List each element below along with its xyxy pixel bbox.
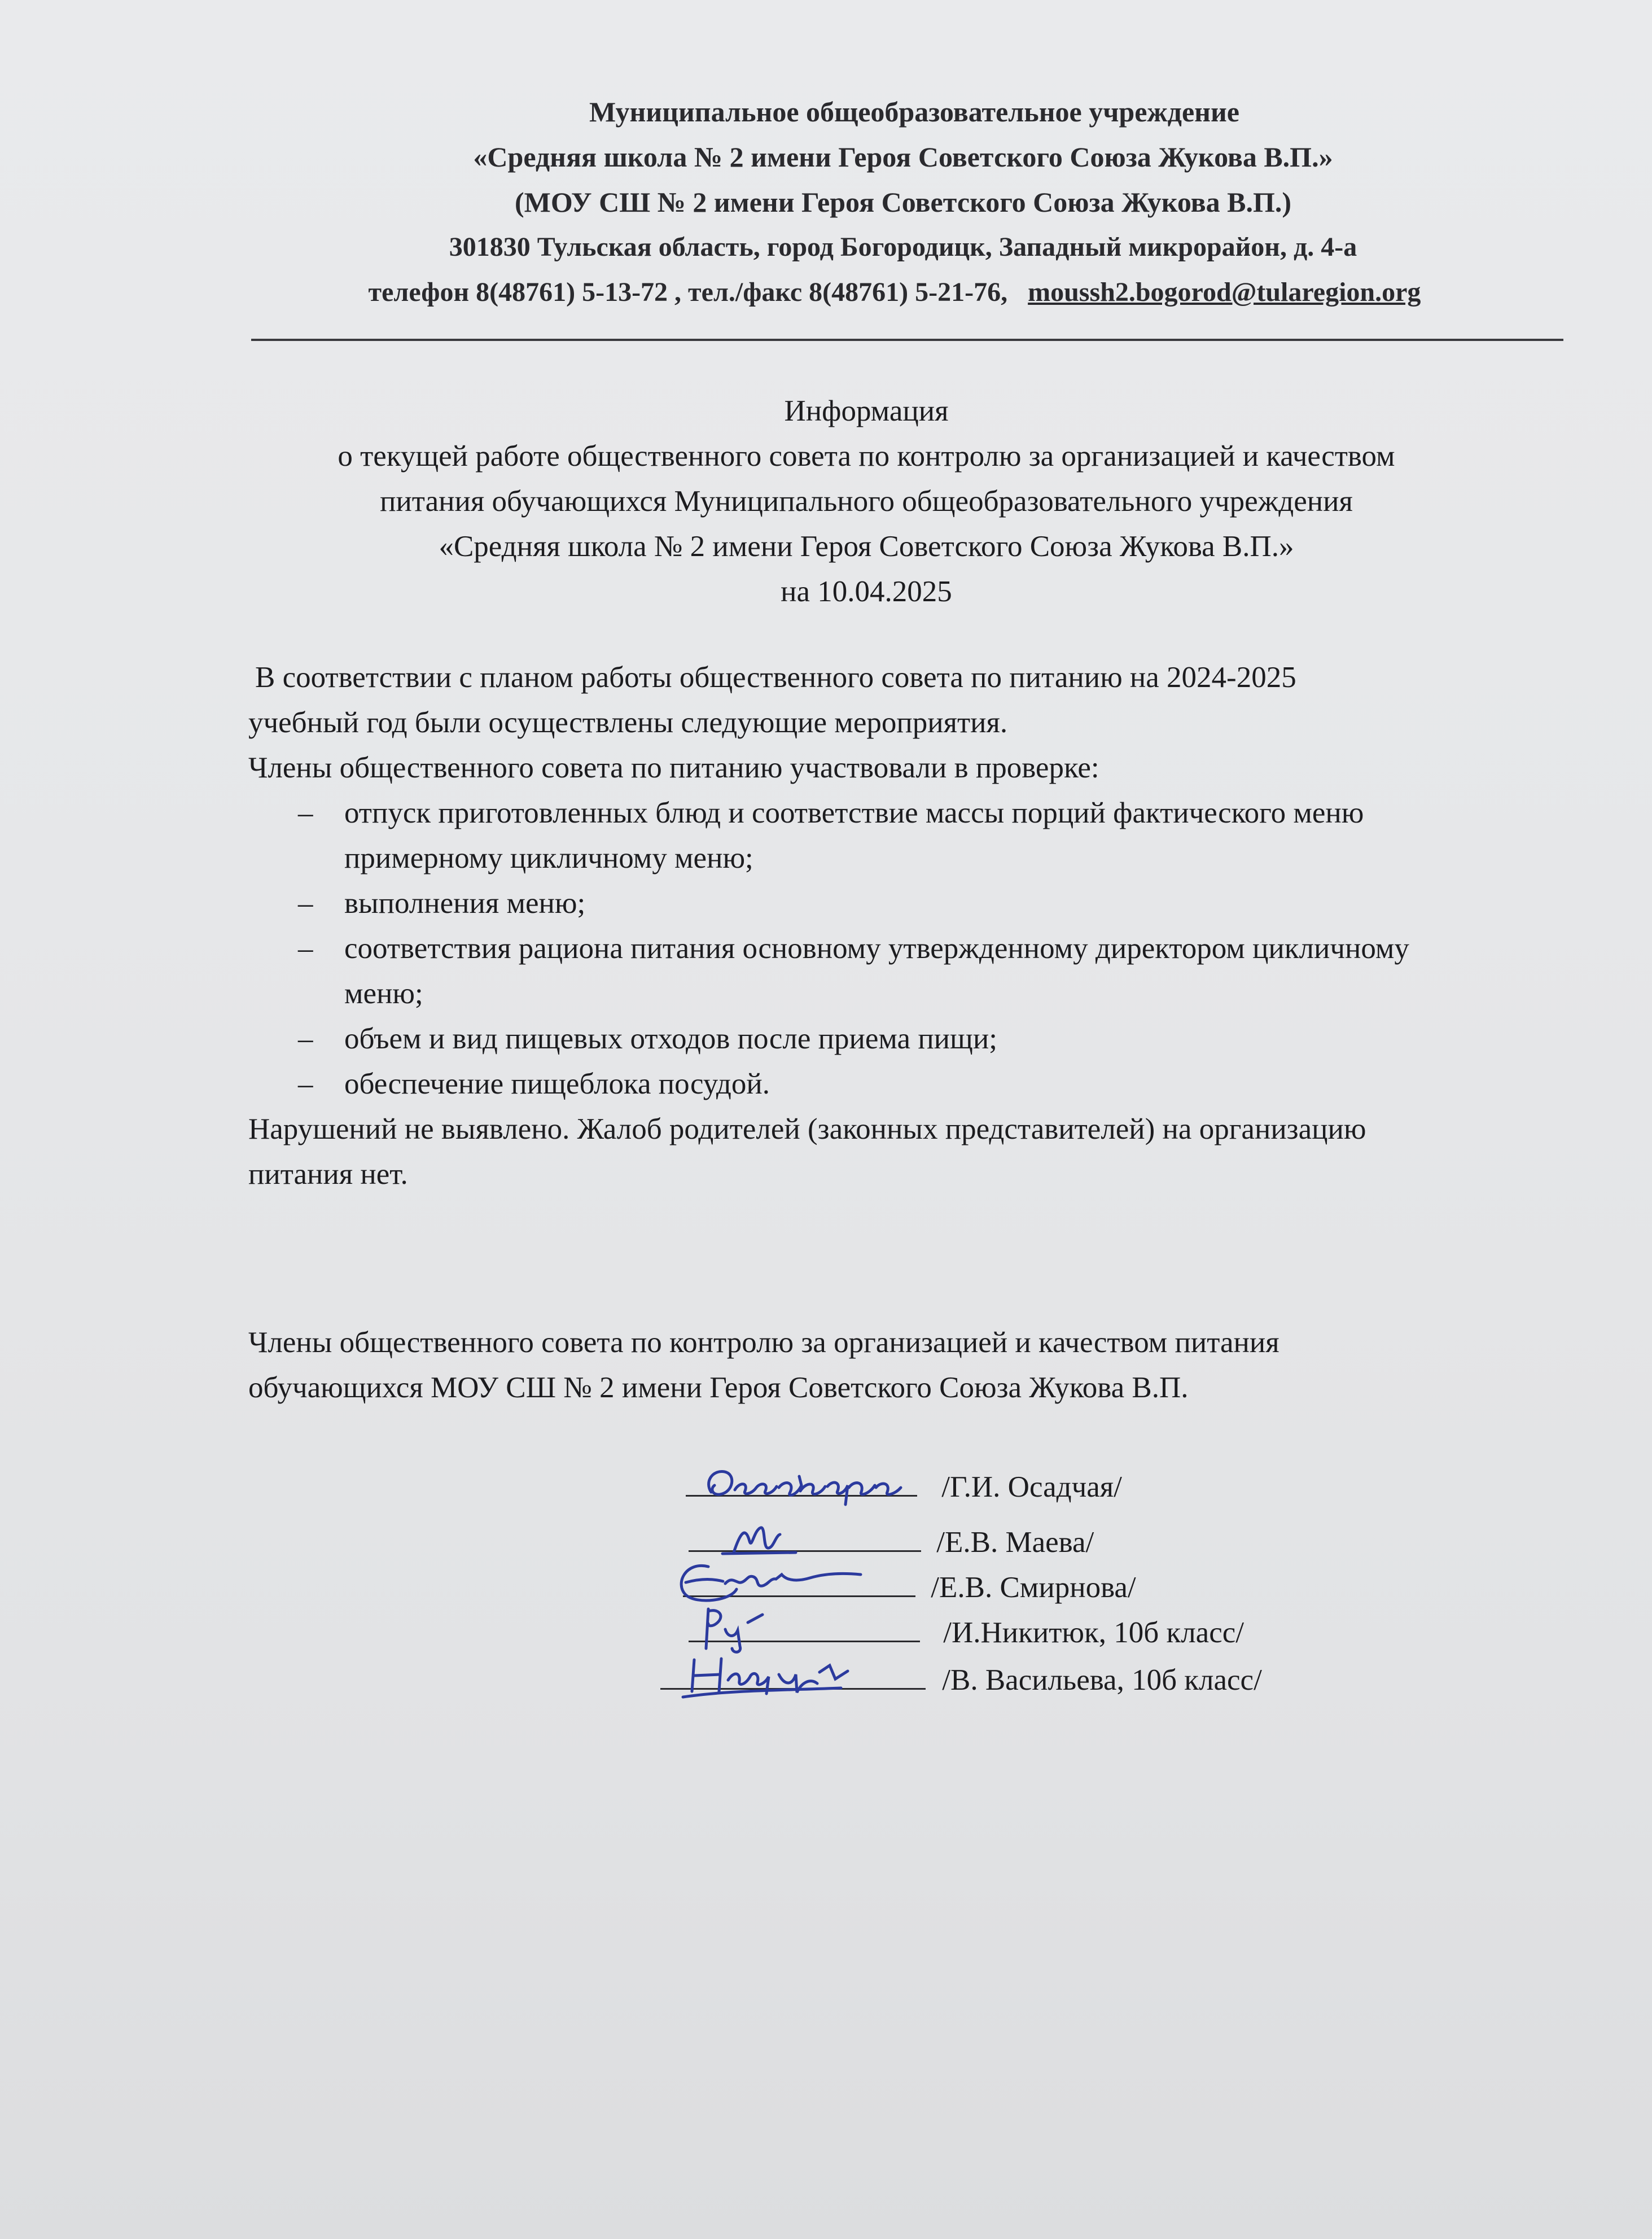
signature-row: [683, 1563, 1136, 1608]
letterhead: [226, 89, 1637, 315]
intro-line-1: В соответствии с планом работы общественного совета по питанию на 2024-2025: [255, 661, 1296, 694]
conclusion-line-2: питания нет.: [248, 1158, 408, 1191]
list-item-line-1: объем и вид пищевых отходов после приема пищи;: [344, 1022, 997, 1055]
conclusion-line-1: Нарушений не выявлено. Жалоб родителей (законных представителей) на организацию: [248, 1113, 1366, 1145]
document-title: [226, 388, 1580, 614]
signatory-name: /Е.В. Смирнова/: [931, 1571, 1136, 1604]
title-line-3: питания обучающихся Муниципального общеобразовательного учреждения: [380, 485, 1353, 518]
intro-line-2: учебный год были осуществлены следующие мероприятия.: [248, 706, 1008, 739]
signature-row: [689, 1518, 1094, 1563]
letterhead-address: 301830 Тульская область, город Богородицк, Западный микрорайон, д. 4-а: [449, 232, 1357, 262]
document-body: [248, 655, 1580, 1197]
signatory-name: /И.Никитюк, 10б класс/: [943, 1616, 1244, 1649]
signature-row: [689, 1608, 1244, 1653]
list-item-line-1: выполнения меню;: [344, 887, 586, 920]
title-line-1: Информация: [784, 395, 949, 427]
signatory-name: /В. Васильева, 10б класс/: [942, 1664, 1262, 1696]
signature-line: [686, 1462, 917, 1497]
signature-line: [660, 1655, 926, 1690]
title-date: на 10.04.2025: [781, 575, 952, 608]
signature-line: [689, 1608, 920, 1642]
signatory-name: /Е.В. Маева/: [936, 1526, 1094, 1559]
signature-row: [686, 1462, 1122, 1507]
signature-line: [689, 1518, 921, 1552]
letterhead-contacts: [152, 270, 1637, 315]
list-dash: –: [298, 887, 313, 920]
letterhead-line-1: Муниципальное общеобразовательное учреждение: [589, 96, 1239, 128]
list-item: [248, 790, 1580, 881]
members-line-2: обучающихся МОУ СШ № 2 имени Героя Советского Союза Жукова В.П.: [248, 1371, 1189, 1404]
letterhead-line-2: «Средняя школа № 2 имени Героя Советского Союза Жукова В.П.»: [473, 141, 1333, 173]
list-item: [248, 881, 1580, 926]
list-item-line-1: обеспечение пищеблока посудой.: [344, 1068, 770, 1100]
council-members-caption: [248, 1320, 1580, 1410]
signature-row: [660, 1655, 1262, 1700]
title-line-2: о текущей работе общественного совета по контролю за организацией и качеством: [338, 440, 1395, 473]
header-divider: [251, 339, 1563, 341]
list-item: [248, 1016, 1580, 1061]
signature-line: [683, 1563, 915, 1597]
members-checked-line: Члены общественного совета по питанию участвовали в проверке:: [248, 751, 1099, 784]
letterhead-line-3: (МОУ СШ № 2 имени Героя Советского Союза Жукова В.П.): [514, 186, 1292, 218]
list-item-line-2: меню;: [344, 977, 423, 1010]
members-line-1: Члены общественного совета по контролю за организацией и качеством питания: [248, 1326, 1279, 1359]
list-dash: –: [298, 1068, 313, 1100]
title-line-4: «Средняя школа № 2 имени Героя Советского Союза Жукова В.П.»: [439, 530, 1294, 563]
letterhead-phones: телефон 8(48761) 5-13-72 , тел./факс 8(48761) 5-21-76,: [368, 277, 1008, 307]
list-item: [248, 926, 1580, 1016]
checklist: [248, 790, 1580, 1107]
list-item-line-2: примерному цикличному меню;: [344, 842, 753, 874]
letterhead-email: moussh2.bogorod@tularegion.org: [1028, 277, 1421, 307]
list-dash: –: [298, 1022, 313, 1055]
list-item-line-1: отпуск приготовленных блюд и соответствие массы порций фактического меню: [344, 797, 1364, 829]
list-dash: –: [298, 932, 313, 965]
list-dash: –: [298, 797, 313, 829]
signatory-name: /Г.И. Осадчая/: [941, 1471, 1122, 1503]
list-item: [248, 1061, 1580, 1107]
list-item-line-1: соответствия рациона питания основному утвержденному директором цикличному: [344, 932, 1409, 965]
